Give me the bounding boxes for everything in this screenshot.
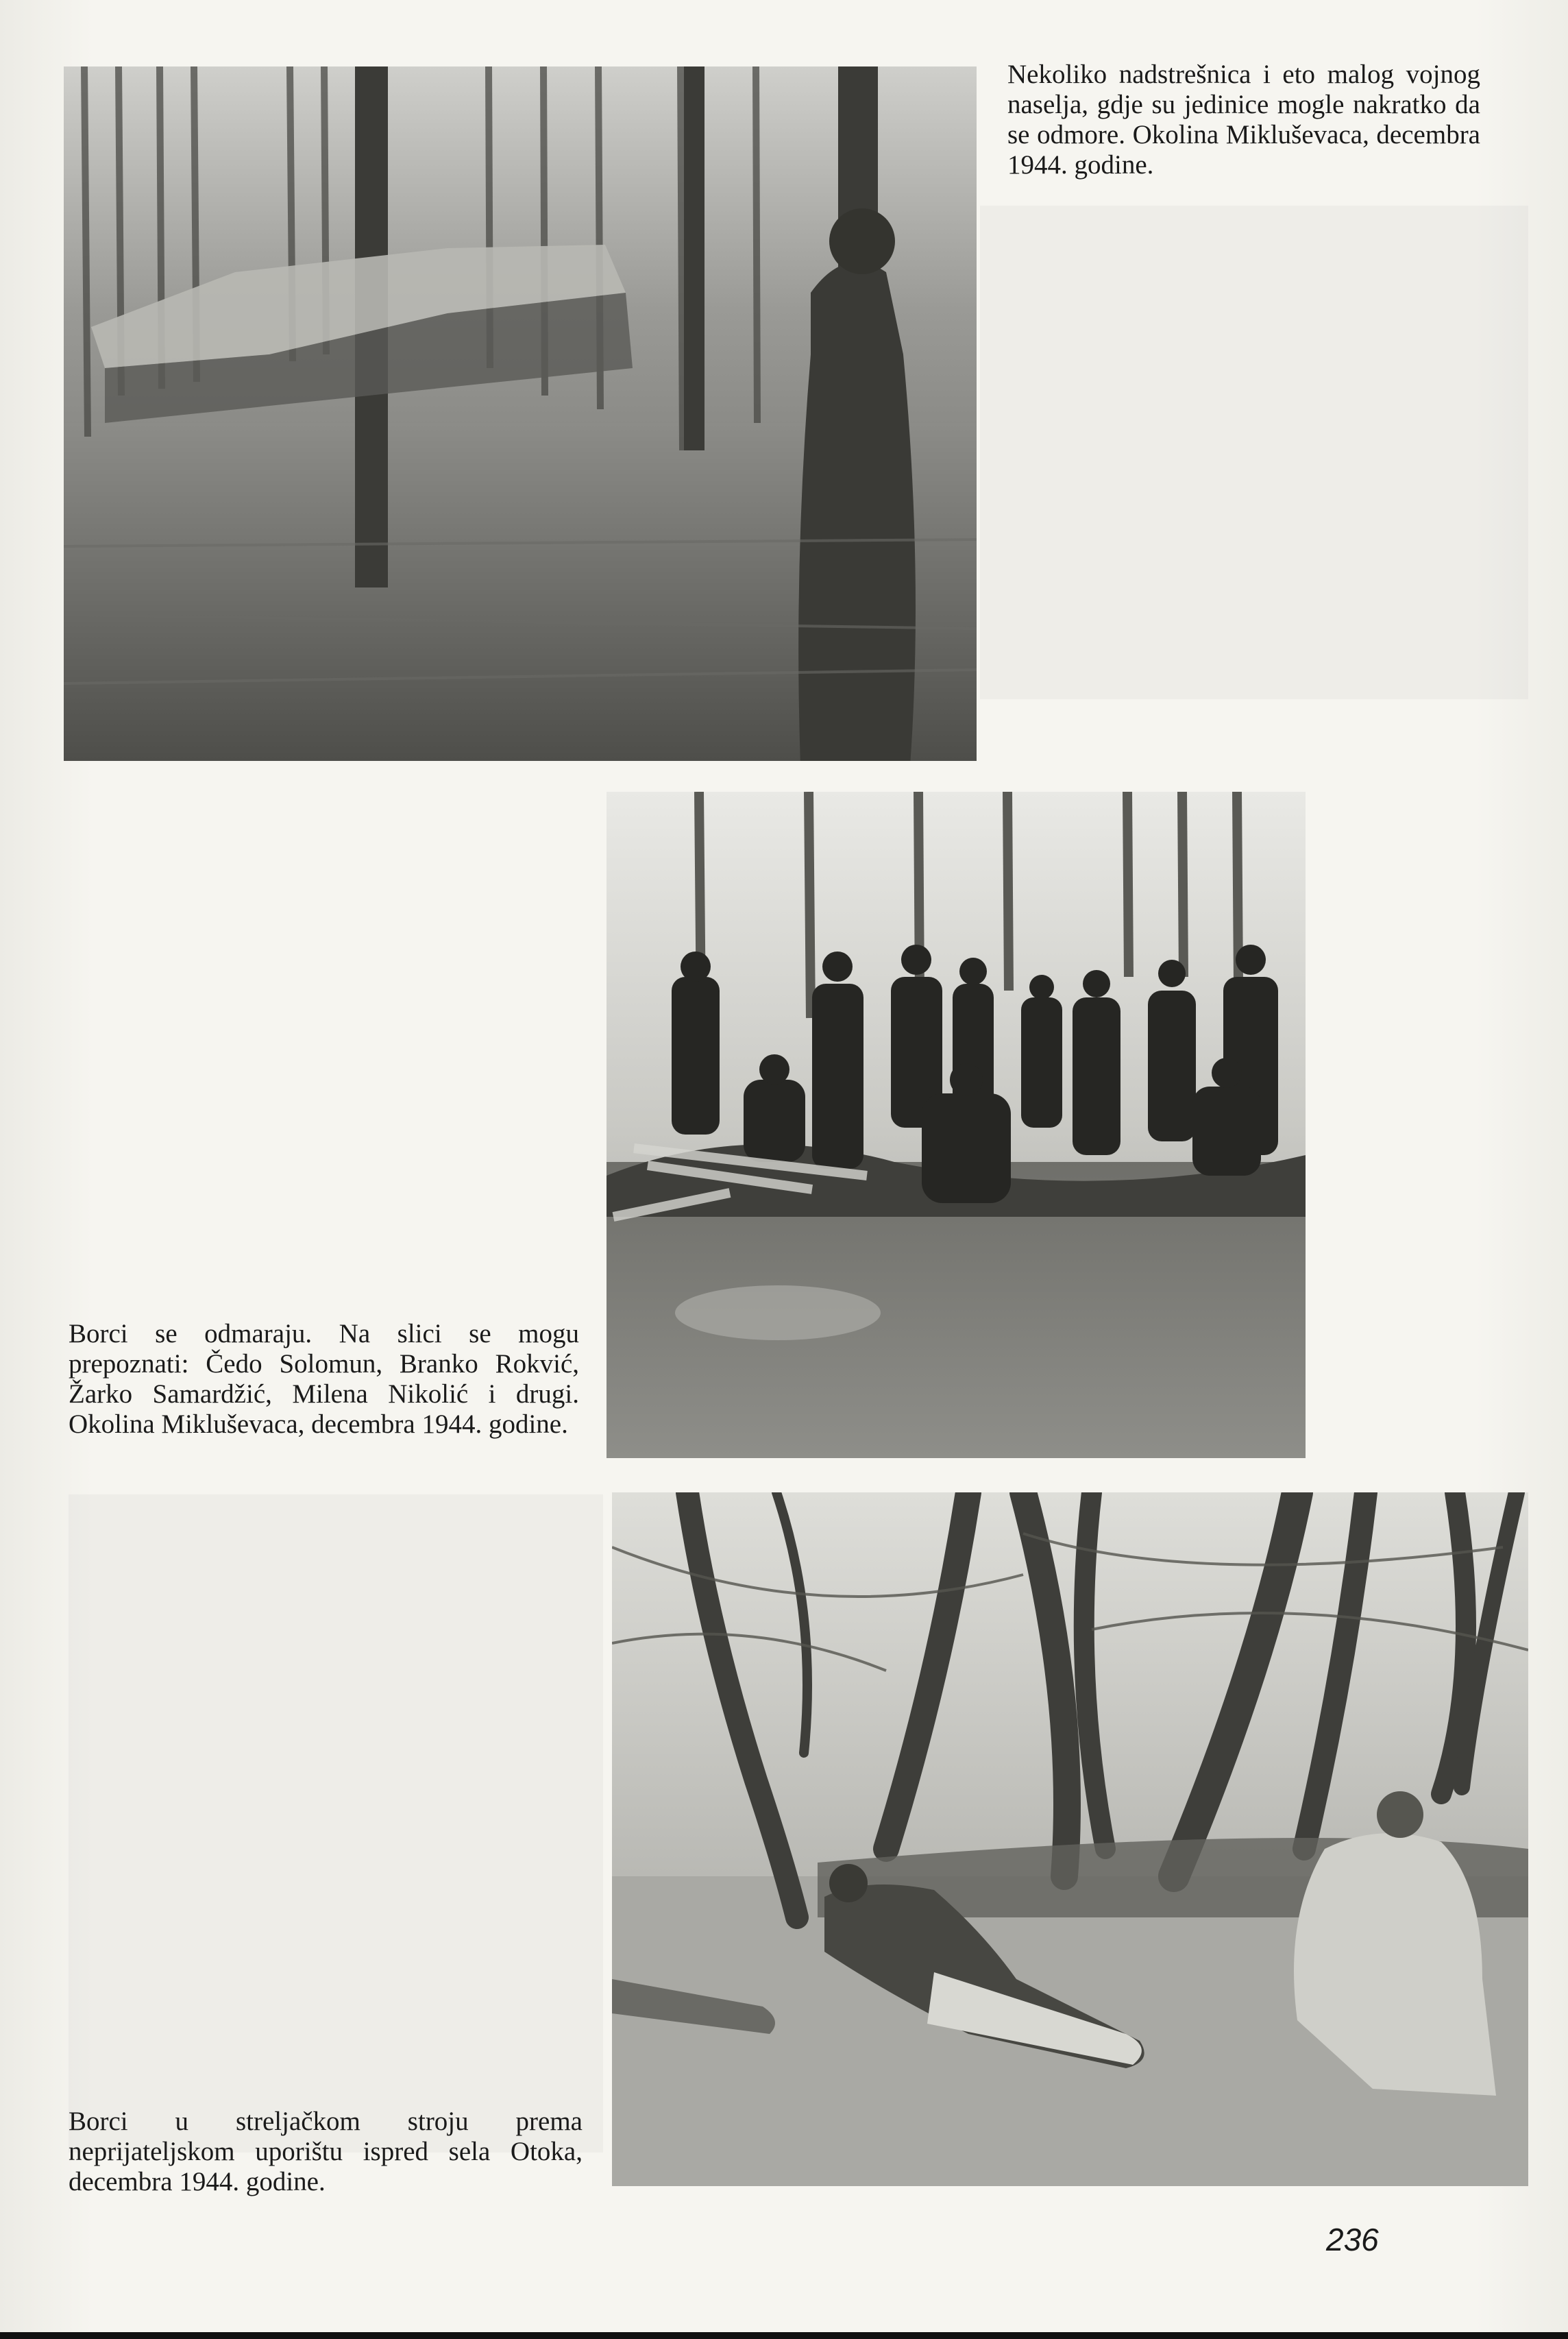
scan-edge (0, 2332, 1568, 2339)
page-number: 236 (1326, 2222, 1379, 2257)
photo-fighters-resting (607, 792, 1306, 1458)
show-through-shadow (69, 1494, 603, 2153)
fighters-resting-image (607, 792, 1306, 1458)
caption-skirmish-line: Borci u streljačkom stroju prema neprijateljskom uporištu ispred sela Otoka, decembra 1944. godine. (69, 2107, 583, 2196)
photo-forest-shelters (64, 66, 977, 761)
photo-skirmish-line (612, 1492, 1528, 2186)
caption-forest-shelters: Nekoliko nadstrešnica i eto malog vojnog naselja, gdje su jedinice mogle nakratko da se odmore. Okolina Mikluševaca, decembra 1944. godine. (1007, 60, 1480, 180)
skirmish-line-image (612, 1492, 1528, 2186)
caption-fighters-resting: Borci se odmaraju. Na slici se mogu prepoznati: Čedo Solomun, Branko Rokvić, Žarko Samardžić, Milena Nikolić i drugi. Okolina Mikluševaca, decembra 1944. godine. (69, 1319, 579, 1439)
show-through-shadow (980, 206, 1528, 699)
forest-shelters-image (64, 66, 977, 761)
